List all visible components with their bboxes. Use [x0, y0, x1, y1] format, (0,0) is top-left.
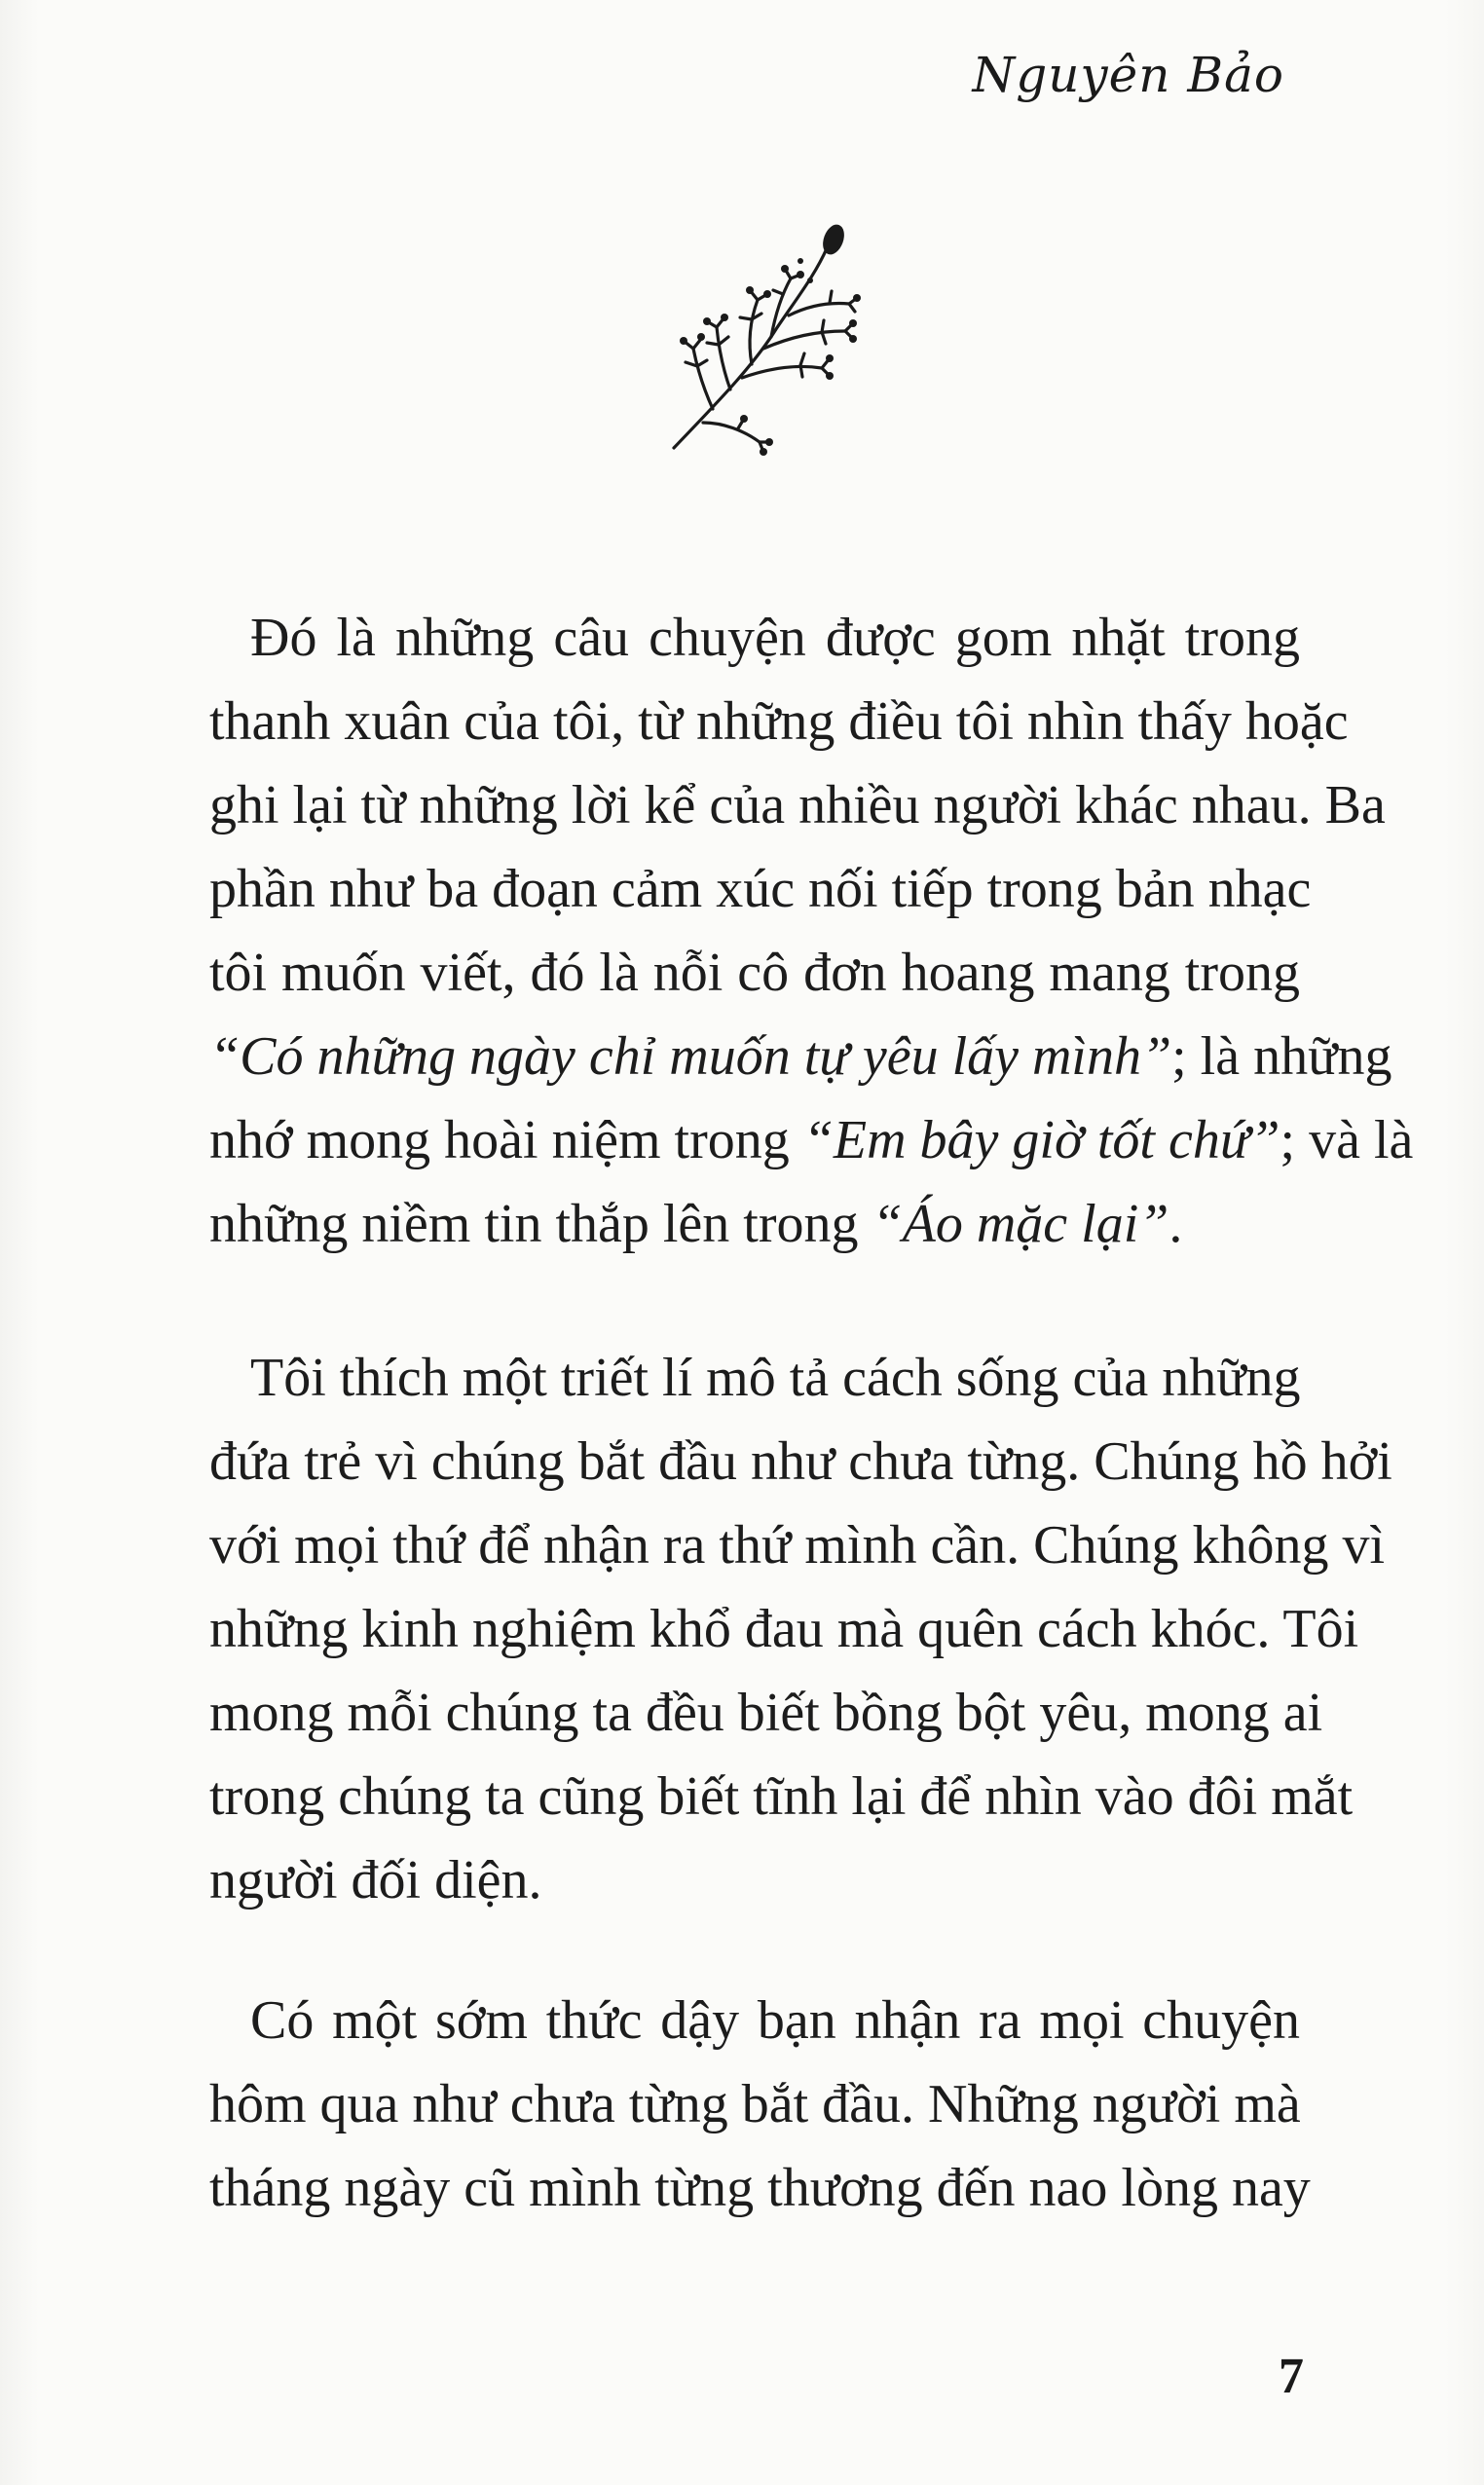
text-run: ; là những	[1171, 1026, 1392, 1087]
text-run: Tôi thích một triết lí mô tả cách sống của những	[250, 1348, 1301, 1408]
text-run: mong mỗi chúng ta đều biết bồng bột yêu, mong ai	[209, 1683, 1323, 1743]
text-run: Đó là những câu chuyện được gom nhặt trong	[250, 608, 1300, 668]
text-run: tháng ngày cũ mình từng thương đến nao lòng nay	[209, 2158, 1311, 2218]
text-run: những niềm tin thắp lên trong	[209, 1194, 872, 1254]
text-run: tôi muốn viết, đó là nỗi cô đơn hoang mang trong	[209, 943, 1300, 1003]
text-run: nhớ mong hoài niệm trong	[209, 1110, 803, 1170]
text-run: những kinh nghiệm khổ đau mà quên cách khóc. Tôi	[209, 1599, 1359, 1659]
paragraph-3	[209, 1979, 1311, 2230]
text-line	[209, 1838, 1300, 1922]
text-line	[209, 1503, 1386, 1587]
text-run: trong chúng ta cũng biết tĩnh lại để nhìn vào đôi mắt	[209, 1766, 1354, 1827]
text-line	[209, 2146, 1311, 2230]
leafy-branch-icon	[654, 222, 878, 465]
text-run: hôm qua như chưa từng bắt đầu. Những người mà	[209, 2074, 1301, 2134]
text-run: người đối diện.	[209, 1850, 542, 1910]
text-line	[209, 847, 1312, 931]
text-line	[209, 1420, 1392, 1503]
text-run: với mọi thứ để nhận ra thứ mình cần. Chúng không vì	[209, 1515, 1386, 1576]
text-line	[209, 680, 1349, 763]
text-run: .	[1169, 1194, 1183, 1254]
text-line	[209, 1182, 1300, 1266]
text-line	[209, 2062, 1300, 2146]
text-line	[209, 931, 1300, 1015]
text-line	[209, 1671, 1323, 1755]
paragraph-2	[209, 1336, 1392, 1922]
text-line	[209, 596, 1300, 680]
italic-title: “Áo mặc lại”	[872, 1194, 1169, 1254]
page-number: 7	[1279, 2349, 1304, 2404]
text-line	[209, 1587, 1359, 1671]
paragraph-1	[209, 596, 1414, 1266]
text-line	[209, 1979, 1300, 2062]
text-run: đứa trẻ vì chúng bắt đầu như chưa từng. Chúng hồ hởi	[209, 1431, 1392, 1492]
text-line	[209, 763, 1386, 847]
text-run: ; và là	[1280, 1110, 1414, 1170]
text-line	[209, 1755, 1354, 1838]
text-run: ghi lại từ những lời kể của nhiều người khác nhau. Ba	[209, 775, 1386, 835]
text-line	[209, 1098, 1414, 1182]
running-header-author: Nguyên Bảo	[972, 47, 1284, 103]
text-line	[209, 1015, 1392, 1098]
text-line	[209, 1336, 1300, 1420]
italic-title: “Có những ngày chỉ muốn tự yêu lấy mình”	[209, 1026, 1172, 1087]
text-run: phần như ba đoạn cảm xúc nối tiếp trong bản nhạc	[209, 859, 1312, 919]
italic-title: “Em bây giờ tốt chứ”	[802, 1110, 1280, 1170]
text-run: thanh xuân của tôi, từ những điều tôi nhìn thấy hoặc	[209, 691, 1349, 752]
text-run: Có một sớm thức dậy bạn nhận ra mọi chuyện	[250, 1990, 1300, 2051]
